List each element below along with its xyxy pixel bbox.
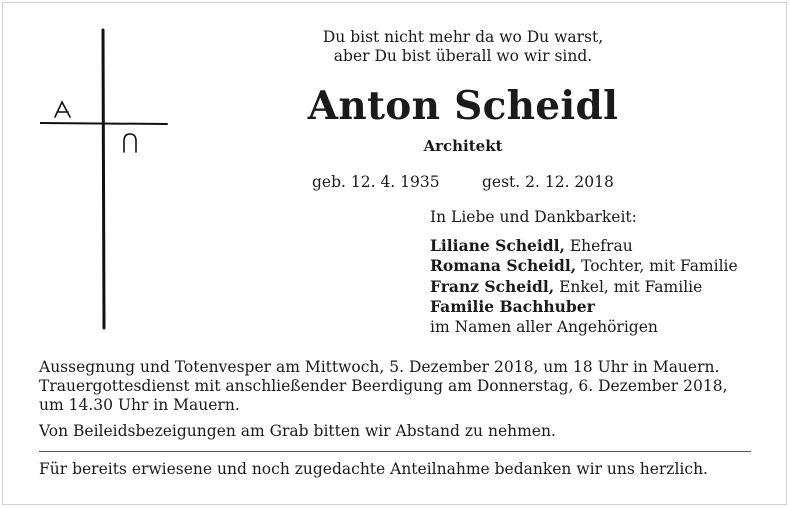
cross-horizontal-beam xyxy=(40,123,167,124)
mourner-item xyxy=(430,297,770,318)
mourners-block xyxy=(430,208,770,337)
life-dates xyxy=(312,172,632,192)
mourners-closing: im Namen aller Angehörigen xyxy=(430,317,658,336)
mourners-intro: In Liebe und Dankbarkeit: xyxy=(430,208,637,226)
divider xyxy=(39,451,751,452)
mourner-name: Franz Scheidl, xyxy=(430,276,555,296)
ceremony-details xyxy=(39,358,759,441)
quote-line-2: aber Du bist überall wo wir sind. xyxy=(333,47,593,65)
details-line-2: Trauergottesdienst mit anschließender Beerdigung am Donnerstag, 6. Dezember 2018, xyxy=(39,377,728,395)
mourner-relation: Enkel, mit Familie xyxy=(554,277,703,296)
mourner-item xyxy=(430,277,770,298)
details-line-3: um 14.30 Uhr in Mauern. xyxy=(39,396,240,414)
thanks-note: Für bereits erwiesene und noch zugedachte Anteilnahme bedanken wir uns herzlich. xyxy=(39,460,708,478)
death-date: gest. 2. 12. 2018 xyxy=(482,173,614,191)
deceased-profession: Architekt xyxy=(423,137,503,155)
condolence-note: Von Beileidsbezeigungen am Grab bitten wir Abstand zu nehmen. xyxy=(39,422,556,440)
cross-alpha-omega-icon xyxy=(40,28,180,338)
birth-date: geb. 12. 4. 1935 xyxy=(312,173,440,191)
mourner-item xyxy=(430,256,770,277)
mourner-item xyxy=(430,236,770,257)
mourner-relation: Ehefrau xyxy=(564,236,633,255)
details-line-1: Aussegnung und Totenvesper am Mittwoch, 5. Dezember 2018, um 18 Uhr in Mauern. xyxy=(39,358,720,376)
alpha-symbol xyxy=(55,102,70,117)
mourner-relation: Tochter, mit Familie xyxy=(576,257,738,275)
omega-symbol xyxy=(124,134,136,152)
mourner-name: Romana Scheidl, xyxy=(430,256,577,275)
deceased-name: Anton Scheidl xyxy=(307,83,619,129)
cross-vertical-beam xyxy=(103,30,104,328)
mourner-name: Familie Bachhuber xyxy=(430,297,595,316)
quote-line-1: Du bist nicht mehr da wo Du warst, xyxy=(322,28,604,46)
mourner-name: Liliane Scheidl, xyxy=(430,235,565,255)
memorial-quote xyxy=(263,28,663,66)
